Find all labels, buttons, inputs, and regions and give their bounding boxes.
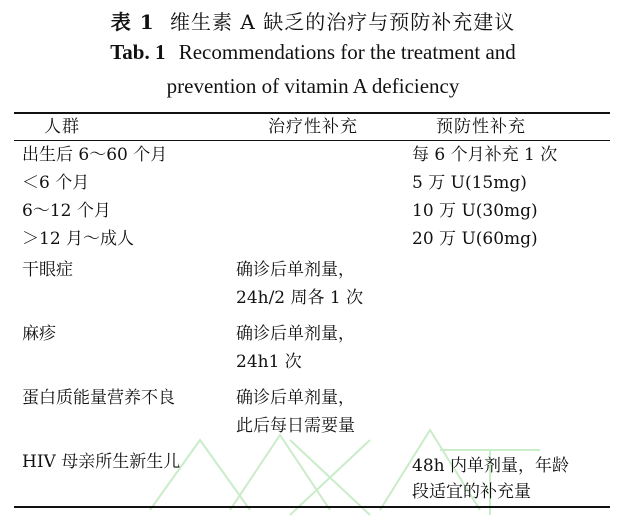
row-population: ＜6 个月 [22,173,90,193]
row-population: 蛋白质能量营养不良 [22,388,175,408]
row-prevention: 5 万 U(15mg) [412,173,527,193]
row-prevention: 10 万 U(30mg) [412,201,538,221]
table-title-english-line-1 [0,40,626,65]
row-treatment-line-1: 确诊后单剂量， [236,324,355,344]
row-treatment-line-2: 24h1 次 [236,352,302,372]
row-treatment-line-1: 确诊后单剂量， [236,388,355,408]
row-prevention-line-2: 段适宜的补充量 [412,482,531,502]
table-number-english: Tab. 1 [110,40,166,64]
row-population: 出生后 6～60 个月 [22,145,168,165]
table-title-english-line-2: prevention of vitamin A deficiency [166,74,460,98]
header-treatment: 治疗性补充 [268,117,358,137]
table-title-chinese [0,6,626,35]
table-bottom-rule [14,506,610,508]
row-treatment-line-1: 确诊后单剂量， [236,260,355,280]
row-population: 麻疹 [22,324,56,344]
table-title-chinese-text: 维生素 A 缺乏的治疗与预防补充建议 [170,10,516,34]
row-treatment-line-2: 24h/2 周各 1 次 [236,288,364,308]
row-prevention: 20 万 U(60mg) [412,229,538,249]
header-population: 人群 [44,117,80,137]
row-prevention-line-1: 48h 内单剂量，年龄 [412,456,569,476]
row-population: 6～12 个月 [22,201,111,221]
row-population: ＞12 月～成人 [22,229,135,249]
row-treatment-line-2: 此后每日需要量 [236,416,355,436]
table-title-english-text-1: Recommendations for the treatment and [178,40,516,64]
row-population: HIV 母亲所生新生儿 [22,452,181,472]
row-prevention: 每 6 个月补充 1 次 [412,145,558,165]
table-number-chinese: 表 1 [110,10,155,34]
header-prevention: 预防性补充 [436,117,526,137]
row-population: 干眼症 [22,260,73,280]
